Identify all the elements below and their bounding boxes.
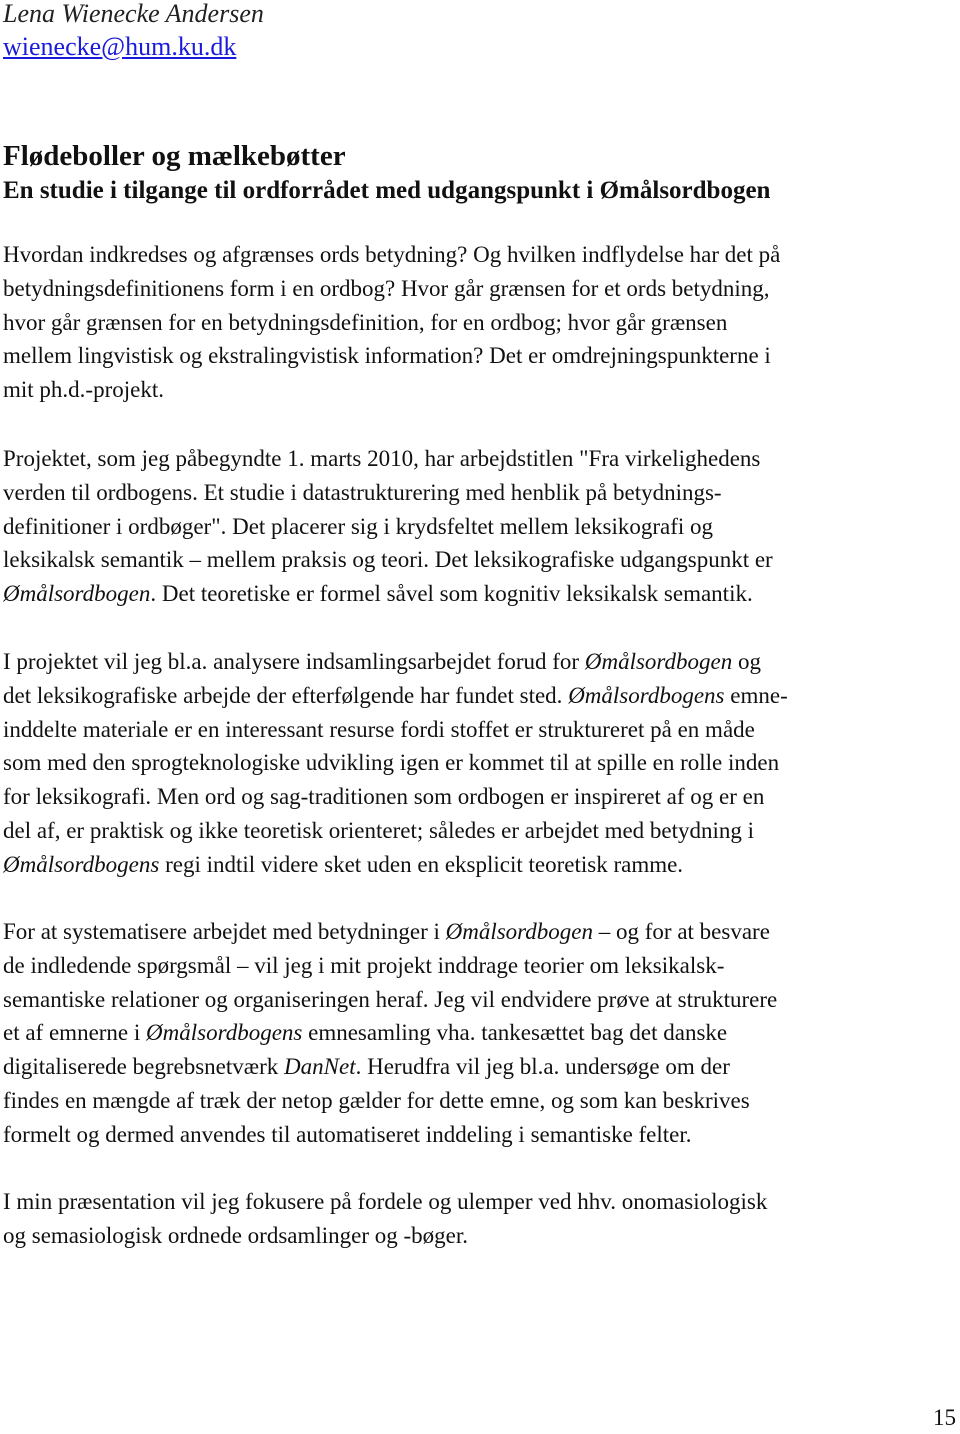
- italic-title: DanNet: [284, 1054, 356, 1080]
- text-line: For at systematisere arbejdet med betydninger i Ømålsordbogen – og for at besvare: [3, 919, 770, 944]
- author-email-link[interactable]: wienecke@hum.ku.dk: [3, 32, 237, 61]
- italic-title: Ømålsordbogens: [146, 1020, 303, 1046]
- text-line: formelt og dermed anvendes til automatiseret inddeling i semantiske felter.: [3, 1121, 692, 1147]
- text-line: det leksikografiske arbejde der efterfølgende har fundet sted. Ømålsordbogens emne-: [3, 682, 788, 708]
- paragraph-3: [3, 645, 959, 882]
- text-line: som med den sprogteknologiske udvikling igen er kommet til at spille en rolle inden: [3, 750, 780, 776]
- text-line: Ømålsordbogen. Det teoretiske er formel såvel som kognitiv leksikalsk semantik.: [3, 581, 753, 607]
- italic-title: Ømålsordbogen: [584, 649, 733, 674]
- text-line: Ømålsordbogens regi indtil videre sket uden en eksplicit teoretisk ramme.: [3, 851, 684, 877]
- text-line: semantiske relationer og organiseringen heraf. Jeg vil endvidere prøve at strukturere: [3, 986, 778, 1012]
- text-line: I min præsentation vil jeg fokusere på fordele og ulemper ved hhv. onomasiologisk: [3, 1189, 768, 1214]
- text-line: findes en mængde af træk der netop gælder for dette emne, og som kan beskrives: [3, 1087, 750, 1113]
- page-number: 15: [933, 1405, 956, 1430]
- text-line: I projektet vil jeg bl.a. analysere indsamlingsarbejdet forud for Ømålsordbogen og: [3, 649, 761, 674]
- paragraph-1: [3, 238, 959, 407]
- text-line: Hvordan indkredses og afgrænses ords betydning? Og hvilken indflydelse har det på: [3, 242, 781, 267]
- document-subtitle: En studie i tilgange til ordforrådet med udgangspunkt i Ømålsordbogen: [3, 177, 771, 204]
- text-line: leksikalsk semantik – mellem praksis og teori. Det leksikografiske udgangspunkt er: [3, 547, 773, 573]
- text-line: Projektet, som jeg påbegyndte 1. marts 2010, har arbejdstitlen "Fra virkelighedens: [3, 446, 761, 471]
- text-line: mit ph.d.-projekt.: [3, 377, 164, 403]
- text-line: inddelte materiale er en interessant resurse fordi stoffet er struktureret på en måde: [3, 716, 755, 742]
- text-line: verden til ordbogens. Et studie i datastrukturering med henblik på betydnings-: [3, 479, 722, 505]
- text-line: hvor går grænsen for en betydningsdefinition, for en ordbog; hvor går grænsen: [3, 309, 728, 335]
- text-line: betydningsdefinitionens form i en ordbog? Hvor går grænsen for et ords betydning,: [3, 275, 770, 301]
- text-line: og semasiologisk ordnede ordsamlinger og -bøger.: [3, 1222, 469, 1248]
- italic-title: Ømålsordbogen: [445, 919, 593, 944]
- document-title: Flødeboller og mælkebøtter: [3, 140, 346, 172]
- italic-title: Ømålsordbogens: [3, 851, 160, 877]
- text-line: mellem lingvistisk og ekstralingvistisk information? Det er omdrejningspunkterne i: [3, 343, 771, 369]
- text-line: del af, er praktisk og ikke teoretisk orienteret; således er arbejdet med betydning i: [3, 817, 755, 843]
- text-line: definitioner i ordbøger". Det placerer sig i krydsfeltet mellem leksikografi og: [3, 513, 714, 539]
- italic-title: Ømålsordbogen: [3, 581, 151, 607]
- paragraph-2: [3, 442, 959, 611]
- text-line: for leksikografi. Men ord og sag-traditionen som ordbogen er inspireret af og er en: [3, 784, 765, 810]
- text-line: de indledende spørgsmål – vil jeg i mit projekt inddrage teorier om leksikalsk-: [3, 952, 725, 978]
- paragraph-4: [3, 915, 959, 1152]
- paragraph-5: [3, 1185, 959, 1253]
- author-name: Lena Wienecke Andersen: [3, 0, 264, 28]
- text-line: digitaliserede begrebsnetværk DanNet. Herudfra vil jeg bl.a. undersøge om der: [3, 1054, 730, 1080]
- text-line: et af emnerne i Ømålsordbogens emnesamling vha. tankesættet bag det danske: [3, 1020, 728, 1046]
- italic-title: Ømålsordbogens: [568, 682, 725, 708]
